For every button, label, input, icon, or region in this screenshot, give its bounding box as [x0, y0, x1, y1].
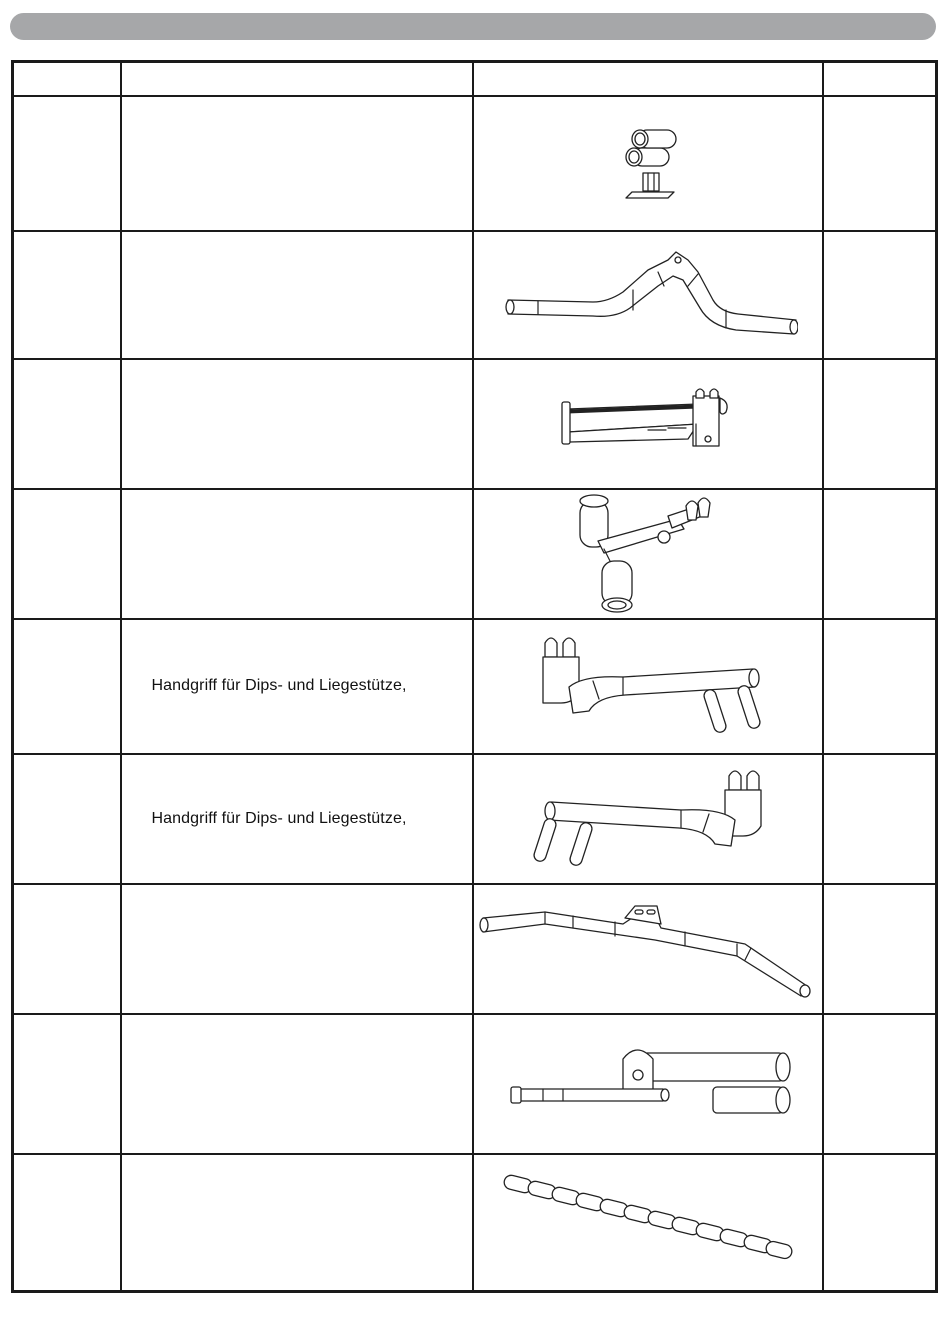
table-row — [13, 489, 937, 619]
quantity-cell — [823, 96, 937, 231]
header-part-number — [13, 62, 121, 96]
part-number-cell — [13, 754, 121, 884]
header-description — [121, 62, 473, 96]
header-quantity — [823, 62, 937, 96]
table-row — [13, 1014, 937, 1154]
quantity-cell — [823, 1154, 937, 1292]
description-cell — [121, 619, 473, 754]
part-number-cell — [13, 884, 121, 1014]
description-text: Handgriff für Dips- und Liegestütze, — [151, 677, 407, 694]
part-number-cell — [13, 489, 121, 619]
part-number-cell — [13, 359, 121, 489]
description-cell — [121, 359, 473, 489]
description-cell — [121, 884, 473, 1014]
description-cell — [121, 1154, 473, 1292]
quantity-cell — [823, 884, 937, 1014]
landmine-attachment-icon — [473, 1014, 823, 1154]
quantity-cell — [823, 1014, 937, 1154]
table-row — [13, 231, 937, 359]
header-bar — [10, 13, 936, 40]
part-number-cell — [13, 619, 121, 754]
part-number-cell — [13, 96, 121, 231]
long-lat-bar-icon — [473, 884, 823, 1014]
quantity-cell — [823, 359, 937, 489]
parts-table — [11, 60, 938, 1293]
table-row — [13, 96, 937, 231]
double-barbell-holder-icon — [473, 96, 823, 231]
description-cell — [121, 231, 473, 359]
part-number-cell — [13, 1154, 121, 1292]
dip-handle-left-icon — [473, 619, 823, 754]
description-cell — [121, 489, 473, 619]
description-text: Handgriff für Dips- und Liegestütze, — [151, 809, 407, 827]
header-image — [473, 62, 823, 96]
quantity-cell — [823, 619, 937, 754]
table-row — [13, 754, 937, 884]
chain-icon — [473, 1154, 823, 1292]
table-header-row — [13, 62, 937, 96]
description-cell — [121, 754, 473, 884]
quantity-cell — [823, 754, 937, 884]
table-row — [13, 1154, 937, 1292]
part-number-cell — [13, 231, 121, 359]
bent-lat-bar-icon — [473, 231, 823, 359]
quantity-cell — [823, 489, 937, 619]
leg-roller-attachment-icon — [473, 489, 823, 619]
dip-handle-right-icon — [473, 754, 823, 884]
quantity-cell — [823, 231, 937, 359]
table-row — [13, 884, 937, 1014]
part-number-cell — [13, 1014, 121, 1154]
table-row — [13, 619, 937, 754]
press-arm-attachment-icon — [473, 359, 823, 489]
description-cell — [121, 1014, 473, 1154]
table-row — [13, 359, 937, 489]
description-cell — [121, 96, 473, 231]
